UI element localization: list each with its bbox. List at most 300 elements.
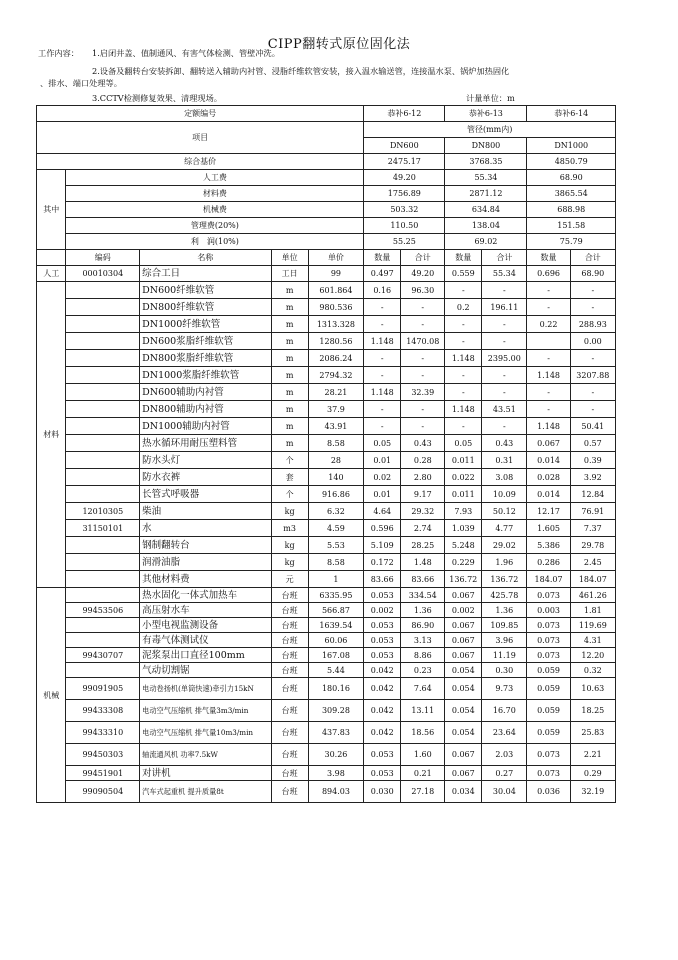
item-amount: 50.12 — [482, 503, 527, 520]
item-qty: 0.16 — [364, 282, 401, 299]
item-unit: 台班 — [271, 663, 308, 678]
item-amount: 55.34 — [482, 266, 527, 282]
item-amount: 2.74 — [401, 520, 445, 537]
item-qty: 0.053 — [364, 588, 401, 603]
item-amount: 461.26 — [570, 588, 615, 603]
column-header: 数量 — [364, 250, 401, 266]
item-name: 热水固化一体式加热车 — [140, 588, 272, 603]
item-amount: 4.77 — [482, 520, 527, 537]
item-unit: 工日 — [271, 266, 308, 282]
item-amount: 23.64 — [482, 722, 527, 744]
item-qty: 0.054 — [445, 678, 482, 700]
item-name: DN600浆脂纤维软管 — [140, 333, 272, 350]
item-name: DN800辅助内衬管 — [140, 401, 272, 418]
dn-1000: DN1000 — [527, 138, 616, 154]
item-qty: 0.053 — [364, 633, 401, 648]
item-unit: 个 — [271, 452, 308, 469]
cost-value: 1756.89 — [364, 186, 445, 202]
item-amount: - — [401, 367, 445, 384]
item-qty: 0.059 — [527, 700, 570, 722]
item-amount: 30.04 — [482, 781, 527, 803]
item-price: 28.21 — [308, 384, 364, 401]
item-unit: 台班 — [271, 648, 308, 663]
item-amount: 83.66 — [401, 571, 445, 588]
item-amount: - — [401, 350, 445, 367]
item-name: 轴流通风机 功率7.5kW — [140, 744, 272, 766]
item-unit: m — [271, 384, 308, 401]
item-amount: 18.56 — [401, 722, 445, 744]
item-qty: 0.073 — [527, 744, 570, 766]
item-qty: - — [445, 282, 482, 299]
item-qty: 0.067 — [445, 588, 482, 603]
item-unit: m — [271, 401, 308, 418]
item-name: 气动切割锯 — [140, 663, 272, 678]
table-row — [37, 299, 616, 316]
item-qty: 184.07 — [527, 571, 570, 588]
item-amount: 10.63 — [570, 678, 615, 700]
item-name: 对讲机 — [140, 766, 272, 781]
item-price: 1280.56 — [308, 333, 364, 350]
group-label: 材料 — [37, 282, 66, 588]
item-price: 5.53 — [308, 537, 364, 554]
item-amount: - — [482, 282, 527, 299]
item-unit: 台班 — [271, 700, 308, 722]
item-unit: m — [271, 282, 308, 299]
item-code — [66, 633, 140, 648]
item-unit: 套 — [271, 469, 308, 486]
item-code — [66, 537, 140, 554]
item-unit: 元 — [271, 571, 308, 588]
item-qty: - — [364, 350, 401, 367]
item-amount: 76.91 — [570, 503, 615, 520]
total-3: 4850.79 — [527, 154, 616, 170]
item-qty: 0.05 — [445, 435, 482, 452]
item-price: 4.59 — [308, 520, 364, 537]
item-name: 钢制翻转台 — [140, 537, 272, 554]
item-amount: 49.20 — [401, 266, 445, 282]
work-line-4: 3.CCTV检测修复效果、清理现场。 — [92, 93, 222, 103]
item-name: DN600辅助内衬管 — [140, 384, 272, 401]
item-qty: 1.605 — [527, 520, 570, 537]
item-unit: 台班 — [271, 781, 308, 803]
item-amount: - — [401, 418, 445, 435]
item-qty: 0.596 — [364, 520, 401, 537]
item-code: 99091905 — [66, 678, 140, 700]
item-qty: - — [364, 418, 401, 435]
item-qty: - — [364, 367, 401, 384]
item-qty: 0.014 — [527, 486, 570, 503]
item-code — [66, 367, 140, 384]
table-row — [37, 486, 616, 503]
item-qty: 1.148 — [445, 350, 482, 367]
item-code — [66, 299, 140, 316]
item-unit: m — [271, 435, 308, 452]
item-unit: m — [271, 333, 308, 350]
item-code — [66, 350, 140, 367]
cost-value: 2871.12 — [445, 186, 527, 202]
item-amount: 109.85 — [482, 618, 527, 633]
item-qty: 4.64 — [364, 503, 401, 520]
item-amount: 0.23 — [401, 663, 445, 678]
item-price: 2086.24 — [308, 350, 364, 367]
item-qty: 0.067 — [445, 633, 482, 648]
item-code: 99451901 — [66, 766, 140, 781]
item-name: 水 — [140, 520, 272, 537]
item-qty: 1.148 — [527, 367, 570, 384]
item-amount: 2395.00 — [482, 350, 527, 367]
cost-value: 75.79 — [527, 234, 616, 250]
quota-code-1: 恭补6-12 — [364, 106, 445, 122]
item-qty: 0.073 — [527, 633, 570, 648]
cost-value: 68.90 — [527, 170, 616, 186]
item-amount: - — [482, 333, 527, 350]
item-qty: 0.042 — [364, 678, 401, 700]
item-qty: 0.067 — [445, 648, 482, 663]
item-qty: 0.059 — [527, 663, 570, 678]
item-amount: 0.30 — [482, 663, 527, 678]
item-unit: m — [271, 418, 308, 435]
item-amount: 12.84 — [570, 486, 615, 503]
item-amount: 10.09 — [482, 486, 527, 503]
item-qty: 0.073 — [527, 588, 570, 603]
item-qty: - — [527, 401, 570, 418]
item-unit: m — [271, 299, 308, 316]
item-name: DN1000辅助内衬管 — [140, 418, 272, 435]
item-qty: 0.073 — [527, 648, 570, 663]
item-qty: 0.022 — [445, 469, 482, 486]
item-amount: 1.36 — [401, 603, 445, 618]
item-amount: 0.00 — [570, 333, 615, 350]
item-price: 99 — [308, 266, 364, 282]
quota-no-label: 定额编号 — [37, 106, 364, 122]
item-name: 长管式呼吸器 — [140, 486, 272, 503]
item-qty: - — [445, 384, 482, 401]
item-amount: 29.02 — [482, 537, 527, 554]
item-price: 1 — [308, 571, 364, 588]
item-price: 601.864 — [308, 282, 364, 299]
cost-value: 110.50 — [364, 218, 445, 234]
item-price: 916.86 — [308, 486, 364, 503]
item-amount: 86.90 — [401, 618, 445, 633]
item-amount: 68.90 — [570, 266, 615, 282]
cost-value: 69.02 — [445, 234, 527, 250]
item-qty: 0.034 — [445, 781, 482, 803]
item-amount: 11.19 — [482, 648, 527, 663]
item-qty: 12.17 — [527, 503, 570, 520]
work-line-3: 、排水、端口处理等。 — [40, 78, 122, 88]
item-amount: 136.72 — [482, 571, 527, 588]
item-amount: - — [570, 350, 615, 367]
item-code — [66, 588, 140, 603]
dn-800: DN800 — [445, 138, 527, 154]
item-name: DN600纤维软管 — [140, 282, 272, 299]
cost-row — [37, 202, 616, 218]
item-price: 1313.328 — [308, 316, 364, 333]
item-unit: 台班 — [271, 603, 308, 618]
column-header: 合计 — [482, 250, 527, 266]
item-amount: 119.69 — [570, 618, 615, 633]
item-amount: 1.48 — [401, 554, 445, 571]
item-code: 31150101 — [66, 520, 140, 537]
table-row — [37, 401, 616, 418]
item-name: 小型电视监测设备 — [140, 618, 272, 633]
item-qty: - — [445, 316, 482, 333]
item-amount: 1.36 — [482, 603, 527, 618]
item-amount: 2.21 — [570, 744, 615, 766]
item-amount: 1470.08 — [401, 333, 445, 350]
item-qty: 0.054 — [445, 700, 482, 722]
item-name: 高压射水车 — [140, 603, 272, 618]
item-qty: 0.067 — [445, 744, 482, 766]
table-row — [37, 603, 616, 618]
item-qty — [527, 333, 570, 350]
group-header-blank — [37, 250, 66, 266]
cost-name: 人工费 — [66, 170, 364, 186]
item-qty: 83.66 — [364, 571, 401, 588]
item-qty: 0.067 — [527, 435, 570, 452]
item-amount: - — [482, 418, 527, 435]
item-price: 30.26 — [308, 744, 364, 766]
item-amount: 3207.88 — [570, 367, 615, 384]
item-price: 2794.32 — [308, 367, 364, 384]
table-row — [37, 537, 616, 554]
item-price: 437.83 — [308, 722, 364, 744]
item-unit: 台班 — [271, 588, 308, 603]
item-amount: 0.43 — [401, 435, 445, 452]
item-qty: 0.030 — [364, 781, 401, 803]
item-amount: 27.18 — [401, 781, 445, 803]
item-qty: - — [527, 282, 570, 299]
table-row — [37, 384, 616, 401]
of-which-label: 其中 — [37, 170, 66, 250]
item-amount: - — [401, 299, 445, 316]
item-qty: 0.011 — [445, 486, 482, 503]
item-qty: 136.72 — [445, 571, 482, 588]
item-amount: 0.28 — [401, 452, 445, 469]
item-name: 电动空气压缩机 排气量3m3/min — [140, 700, 272, 722]
item-qty: 0.042 — [364, 722, 401, 744]
item-qty: 0.02 — [364, 469, 401, 486]
item-qty: 0.22 — [527, 316, 570, 333]
item-unit: 台班 — [271, 722, 308, 744]
item-qty: 5.109 — [364, 537, 401, 554]
item-qty: 1.039 — [445, 520, 482, 537]
page-title: CIPP翻转式原位固化法 — [267, 37, 411, 52]
item-unit: m — [271, 350, 308, 367]
table-body — [37, 266, 616, 803]
item-code — [66, 571, 140, 588]
item-amount: 16.70 — [482, 700, 527, 722]
item-name: 其他材料费 — [140, 571, 272, 588]
table-row — [37, 663, 616, 678]
item-qty: 0.053 — [364, 766, 401, 781]
item-qty: 5.248 — [445, 537, 482, 554]
item-price: 309.28 — [308, 700, 364, 722]
item-qty: 0.696 — [527, 266, 570, 282]
item-qty: 0.014 — [527, 452, 570, 469]
item-qty: 0.01 — [364, 452, 401, 469]
item-amount: 32.39 — [401, 384, 445, 401]
table-row — [37, 571, 616, 588]
item-qty: 0.002 — [364, 603, 401, 618]
item-price: 60.06 — [308, 633, 364, 648]
item-price: 3.98 — [308, 766, 364, 781]
column-header: 合计 — [401, 250, 445, 266]
item-amount: 196.11 — [482, 299, 527, 316]
item-qty: 1.148 — [527, 418, 570, 435]
item-amount: 50.41 — [570, 418, 615, 435]
item-amount: 2.45 — [570, 554, 615, 571]
item-amount: 3.92 — [570, 469, 615, 486]
item-qty: 0.053 — [364, 648, 401, 663]
cost-name: 利 润(10%) — [66, 234, 364, 250]
item-amount: 0.27 — [482, 766, 527, 781]
item-qty: 0.286 — [527, 554, 570, 571]
item-qty: 7.93 — [445, 503, 482, 520]
item-amount: 25.83 — [570, 722, 615, 744]
item-amount: 43.51 — [482, 401, 527, 418]
item-unit: 台班 — [271, 766, 308, 781]
item-code: 12010305 — [66, 503, 140, 520]
item-qty: 0.036 — [527, 781, 570, 803]
cost-value: 49.20 — [364, 170, 445, 186]
dn-600: DN600 — [364, 138, 445, 154]
item-price: 43.91 — [308, 418, 364, 435]
item-qty: - — [527, 384, 570, 401]
column-header: 单价 — [308, 250, 364, 266]
item-amount: 1.96 — [482, 554, 527, 571]
item-amount: - — [570, 299, 615, 316]
item-code — [66, 618, 140, 633]
item-price: 140 — [308, 469, 364, 486]
item-amount: - — [570, 282, 615, 299]
table-row — [37, 282, 616, 299]
item-code — [66, 469, 140, 486]
item-qty: 0.053 — [364, 618, 401, 633]
table-row — [37, 588, 616, 603]
item-code — [66, 486, 140, 503]
item-amount: 0.29 — [570, 766, 615, 781]
item-qty: 0.05 — [364, 435, 401, 452]
quota-code-2: 恭补6-13 — [445, 106, 527, 122]
table-row — [37, 469, 616, 486]
cost-value: 688.98 — [527, 202, 616, 218]
item-price: 5.44 — [308, 663, 364, 678]
item-qty: 0.059 — [527, 678, 570, 700]
table-row — [37, 520, 616, 537]
item-qty: 1.148 — [364, 333, 401, 350]
item-qty: 0.229 — [445, 554, 482, 571]
item-amount: 18.25 — [570, 700, 615, 722]
item-code: 99433308 — [66, 700, 140, 722]
item-amount: 1.81 — [570, 603, 615, 618]
item-name: 电动空气压缩机 排气量10m3/min — [140, 722, 272, 744]
table-row — [37, 648, 616, 663]
item-qty: - — [364, 316, 401, 333]
item-qty: - — [445, 333, 482, 350]
item-qty: - — [445, 418, 482, 435]
item-amount: 288.93 — [570, 316, 615, 333]
item-amount: 4.31 — [570, 633, 615, 648]
item-qty: 5.386 — [527, 537, 570, 554]
item-amount: 7.37 — [570, 520, 615, 537]
total-1: 2475.17 — [364, 154, 445, 170]
item-unit: 个 — [271, 486, 308, 503]
item-amount: - — [401, 401, 445, 418]
table-row — [37, 633, 616, 648]
item-unit: kg — [271, 537, 308, 554]
item-name: 有毒气体测试仪 — [140, 633, 272, 648]
item-qty: 0.002 — [445, 603, 482, 618]
item-price: 566.87 — [308, 603, 364, 618]
item-amount: 3.08 — [482, 469, 527, 486]
item-code — [66, 663, 140, 678]
item-amount: - — [482, 384, 527, 401]
item-unit: kg — [271, 554, 308, 571]
item-name: DN800浆脂纤维软管 — [140, 350, 272, 367]
item-unit: m — [271, 367, 308, 384]
item-amount: 0.39 — [570, 452, 615, 469]
cost-value: 55.25 — [364, 234, 445, 250]
item-code — [66, 316, 140, 333]
item-amount: 184.07 — [570, 571, 615, 588]
table-row — [37, 554, 616, 571]
item-amount: 13.11 — [401, 700, 445, 722]
item-qty: 0.073 — [527, 618, 570, 633]
item-qty: 0.042 — [364, 700, 401, 722]
cost-value: 55.34 — [445, 170, 527, 186]
item-unit: m3 — [271, 520, 308, 537]
cost-value: 634.84 — [445, 202, 527, 218]
table-row — [37, 744, 616, 766]
item-qty: 0.497 — [364, 266, 401, 282]
item-amount: - — [570, 384, 615, 401]
item-unit: 台班 — [271, 618, 308, 633]
item-name: 电动卷扬机(单筒快速)牵引力15kN — [140, 678, 272, 700]
cost-value: 503.32 — [364, 202, 445, 218]
item-name: 泥浆泵出口直径100mm — [140, 648, 272, 663]
item-price: 6.32 — [308, 503, 364, 520]
item-amount: 9.17 — [401, 486, 445, 503]
item-price: 980.536 — [308, 299, 364, 316]
item-name: 汽车式起重机 提升质量8t — [140, 781, 272, 803]
item-code: 99433310 — [66, 722, 140, 744]
item-qty: 0.073 — [527, 766, 570, 781]
cost-name: 机械费 — [66, 202, 364, 218]
column-header: 名称 — [140, 250, 272, 266]
item-qty: 0.067 — [445, 618, 482, 633]
item-qty: 0.003 — [527, 603, 570, 618]
item-price: 1639.54 — [308, 618, 364, 633]
table-row — [37, 266, 616, 282]
cost-row — [37, 218, 616, 234]
work-line-1: 1.启闭井盖、值制通风、有害气体检测、管壁冲洗。 — [92, 48, 280, 58]
item-qty: 0.054 — [445, 663, 482, 678]
item-code: 99450303 — [66, 744, 140, 766]
item-amount: 0.57 — [570, 435, 615, 452]
column-header: 数量 — [445, 250, 482, 266]
item-amount: 28.25 — [401, 537, 445, 554]
item-qty: 1.148 — [364, 384, 401, 401]
table-row — [37, 766, 616, 781]
column-header: 数量 — [527, 250, 570, 266]
item-unit: 台班 — [271, 633, 308, 648]
item-qty: 0.2 — [445, 299, 482, 316]
table-header — [37, 106, 616, 266]
item-qty: 0.059 — [527, 722, 570, 744]
table-row — [37, 722, 616, 744]
total-label: 综合基价 — [37, 154, 364, 170]
